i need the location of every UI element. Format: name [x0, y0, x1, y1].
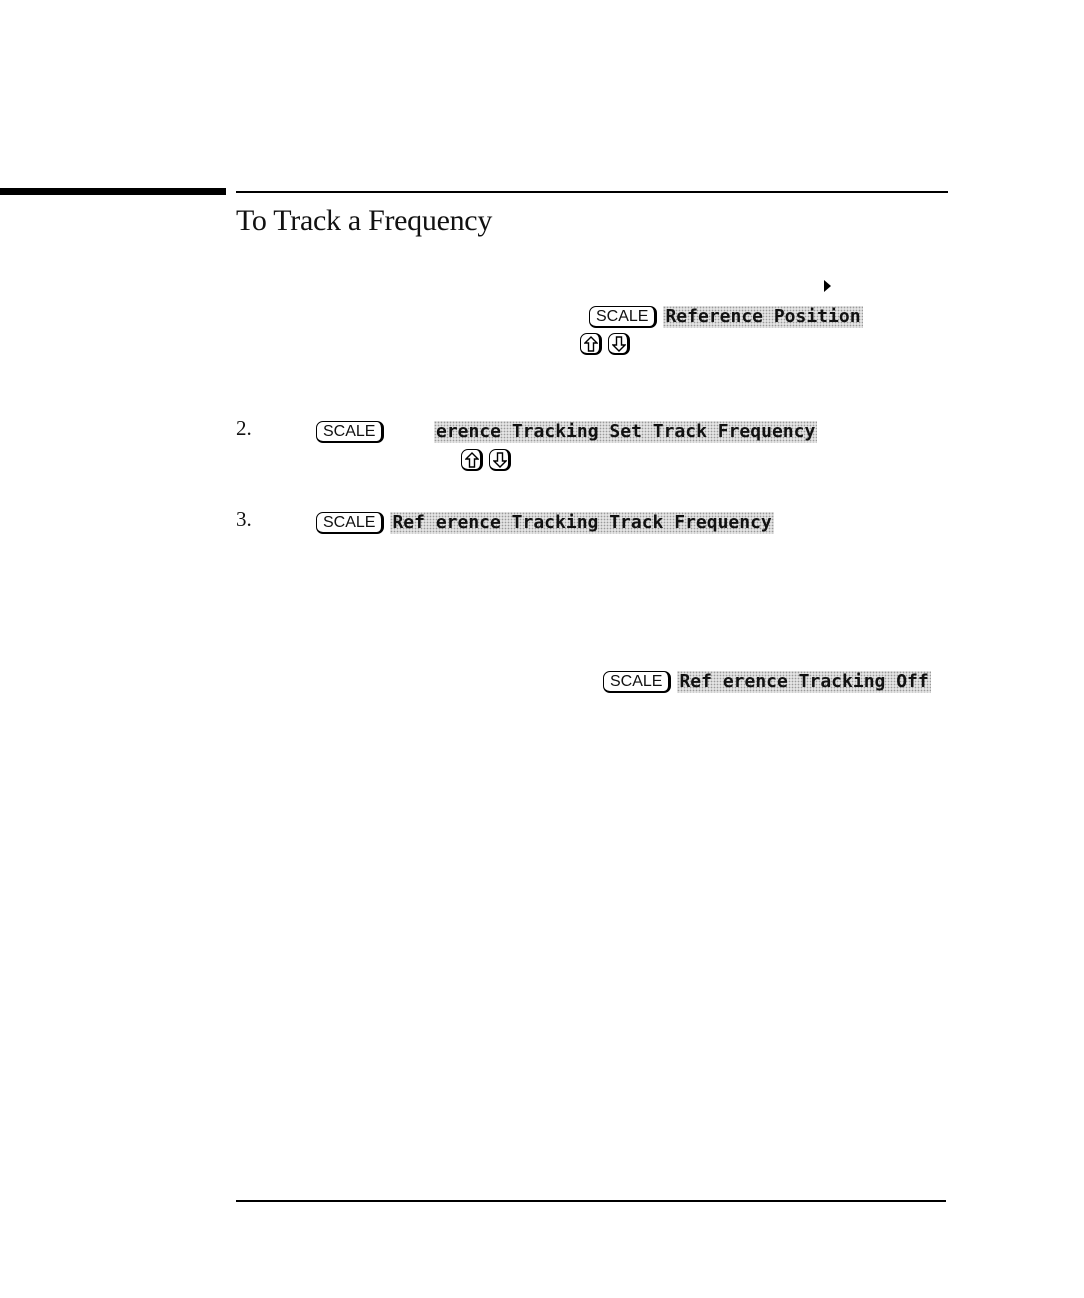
step-number-3: 3. — [236, 507, 252, 531]
up-arrow-key-icon[interactable] — [461, 449, 483, 471]
step2-softkeys-line — [434, 421, 817, 443]
step2-keys-line — [316, 421, 384, 443]
footer-rule — [236, 1200, 946, 1202]
header-thick-rule — [0, 188, 226, 195]
down-arrow-key-icon[interactable] — [608, 333, 630, 355]
scale-key[interactable]: SCALE — [316, 421, 384, 443]
scale-key[interactable]: SCALE — [603, 671, 671, 693]
continuation-arrow-icon — [824, 280, 831, 292]
step1-keys-line — [589, 306, 863, 328]
reference-position-softkey[interactable]: Reference Position — [665, 306, 861, 327]
step-number-2: 2. — [236, 416, 252, 440]
section-title: To Track a Frequency — [236, 204, 493, 237]
step2-arrow-keys — [461, 449, 511, 471]
scale-key[interactable]: SCALE — [316, 512, 384, 534]
reference-tracking-off-softkey[interactable]: Ref erence Tracking Off — [679, 671, 929, 692]
tracking-off-keys-line — [603, 671, 931, 693]
scale-key[interactable]: SCALE — [589, 306, 657, 328]
step1-arrow-keys — [580, 333, 630, 355]
header-rule — [236, 191, 948, 193]
set-track-frequency-softkey[interactable]: erence Tracking Set Track Frequency — [436, 421, 816, 442]
up-arrow-key-icon[interactable] — [580, 333, 602, 355]
track-frequency-softkey[interactable]: Ref erence Tracking Track Frequency — [392, 512, 772, 533]
step3-keys-line — [316, 512, 774, 534]
down-arrow-key-icon[interactable] — [489, 449, 511, 471]
